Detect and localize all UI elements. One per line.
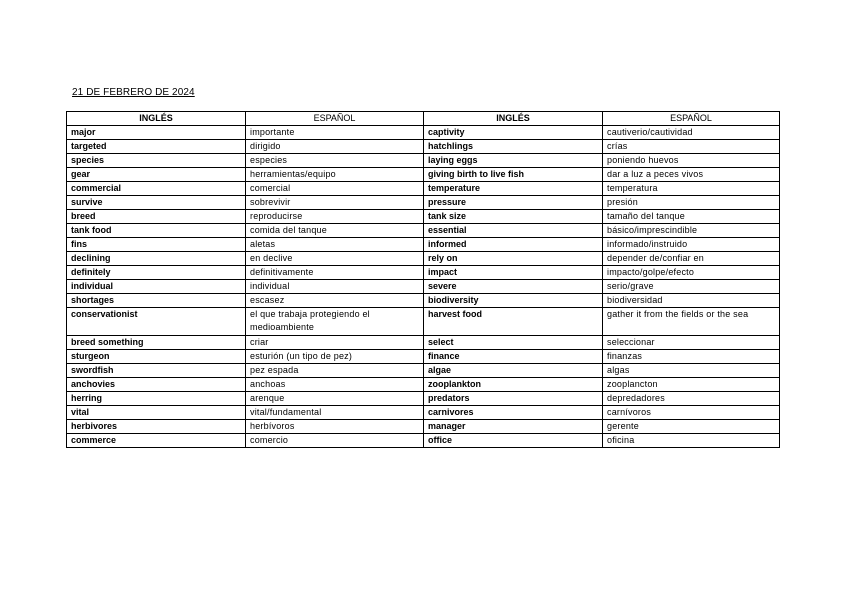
- spanish-term-2: gerente: [603, 420, 780, 434]
- spanish-term-1: en declive: [246, 252, 424, 266]
- english-term-1: shortages: [67, 294, 246, 308]
- table-row: [67, 378, 780, 392]
- spanish-term-1: escasez: [246, 294, 424, 308]
- english-term-1: commerce: [67, 434, 246, 448]
- spanish-term-1: dirigido: [246, 140, 424, 154]
- english-term-2: giving birth to live fish: [424, 168, 603, 182]
- english-term-2: harvest food: [424, 308, 603, 336]
- spanish-term-2: depender de/confiar en: [603, 252, 780, 266]
- table-row: [67, 154, 780, 168]
- spanish-term-1: reproducirse: [246, 210, 424, 224]
- header-spanish-1: ESPAÑOL: [246, 112, 424, 126]
- spanish-term-2: crías: [603, 140, 780, 154]
- table-row: [67, 280, 780, 294]
- english-term-2: pressure: [424, 196, 603, 210]
- spanish-term-1: criar: [246, 336, 424, 350]
- table-row: [67, 182, 780, 196]
- vocabulary-table-body: [67, 126, 780, 448]
- spanish-term-2: carnívoros: [603, 406, 780, 420]
- english-term-1: tank food: [67, 224, 246, 238]
- english-term-1: swordfish: [67, 364, 246, 378]
- english-term-2: essential: [424, 224, 603, 238]
- table-row: [67, 364, 780, 378]
- table-row: [67, 224, 780, 238]
- table-row: [67, 392, 780, 406]
- english-term-1: sturgeon: [67, 350, 246, 364]
- english-term-2: select: [424, 336, 603, 350]
- table-row: [67, 266, 780, 280]
- table-row: [67, 126, 780, 140]
- english-term-1: herring: [67, 392, 246, 406]
- spanish-term-1: herramientas/equipo: [246, 168, 424, 182]
- english-term-2: zooplankton: [424, 378, 603, 392]
- table-row: [67, 168, 780, 182]
- english-term-2: hatchlings: [424, 140, 603, 154]
- english-term-2: rely on: [424, 252, 603, 266]
- spanish-term-2: oficina: [603, 434, 780, 448]
- spanish-term-1: arenque: [246, 392, 424, 406]
- table-row: [67, 238, 780, 252]
- spanish-term-1: herbívoros: [246, 420, 424, 434]
- english-term-2: manager: [424, 420, 603, 434]
- spanish-term-1: individual: [246, 280, 424, 294]
- spanish-term-2: finanzas: [603, 350, 780, 364]
- spanish-term-1: comercio: [246, 434, 424, 448]
- english-term-2: biodiversity: [424, 294, 603, 308]
- table-row: [67, 294, 780, 308]
- english-term-1: fins: [67, 238, 246, 252]
- spanish-term-2: algas: [603, 364, 780, 378]
- vocabulary-table: [66, 111, 780, 448]
- spanish-term-2: dar a luz a peces vivos: [603, 168, 780, 182]
- english-term-1: individual: [67, 280, 246, 294]
- spanish-term-2: biodiversidad: [603, 294, 780, 308]
- spanish-term-1: aletas: [246, 238, 424, 252]
- english-term-2: predators: [424, 392, 603, 406]
- spanish-term-2: zooplancton: [603, 378, 780, 392]
- spanish-term-2: informado/instruido: [603, 238, 780, 252]
- table-row: [67, 210, 780, 224]
- spanish-term-1: importante: [246, 126, 424, 140]
- spanish-term-2: tamaño del tanque: [603, 210, 780, 224]
- english-term-2: algae: [424, 364, 603, 378]
- spanish-term-1: pez espada: [246, 364, 424, 378]
- english-term-1: anchovies: [67, 378, 246, 392]
- spanish-term-1: anchoas: [246, 378, 424, 392]
- spanish-term-2: presión: [603, 196, 780, 210]
- spanish-term-2: poniendo huevos: [603, 154, 780, 168]
- header-row: [67, 112, 780, 126]
- table-row: [67, 308, 780, 336]
- english-term-1: commercial: [67, 182, 246, 196]
- spanish-term-2: impacto/golpe/efecto: [603, 266, 780, 280]
- spanish-term-1: vital/fundamental: [246, 406, 424, 420]
- table-row: [67, 140, 780, 154]
- english-term-2: finance: [424, 350, 603, 364]
- table-row: [67, 196, 780, 210]
- header-spanish-2: ESPAÑOL: [603, 112, 780, 126]
- english-term-1: vital: [67, 406, 246, 420]
- document-date: 21 DE FEBRERO DE 2024: [72, 87, 195, 98]
- english-term-1: herbivores: [67, 420, 246, 434]
- english-term-2: informed: [424, 238, 603, 252]
- spanish-term-2: gather it from the fields or the sea: [603, 308, 780, 336]
- english-term-2: captivity: [424, 126, 603, 140]
- spanish-term-2: serio/grave: [603, 280, 780, 294]
- header-english-2: INGLÉS: [424, 112, 603, 126]
- english-term-2: carnivores: [424, 406, 603, 420]
- english-term-2: impact: [424, 266, 603, 280]
- english-term-2: office: [424, 434, 603, 448]
- header-english-1: INGLÉS: [67, 112, 246, 126]
- english-term-1: definitely: [67, 266, 246, 280]
- english-term-1: major: [67, 126, 246, 140]
- spanish-term-1: especies: [246, 154, 424, 168]
- english-term-2: tank size: [424, 210, 603, 224]
- spanish-term-1: comida del tanque: [246, 224, 424, 238]
- table-row: [67, 434, 780, 448]
- english-term-1: species: [67, 154, 246, 168]
- spanish-term-2: cautiverio/cautividad: [603, 126, 780, 140]
- table-row: [67, 252, 780, 266]
- table-row: [67, 336, 780, 350]
- english-term-1: conservationist: [67, 308, 246, 336]
- spanish-term-2: seleccionar: [603, 336, 780, 350]
- spanish-term-1: esturión (un tipo de pez): [246, 350, 424, 364]
- spanish-term-2: temperatura: [603, 182, 780, 196]
- spanish-term-1: sobrevivir: [246, 196, 424, 210]
- english-term-1: declining: [67, 252, 246, 266]
- table-row: [67, 420, 780, 434]
- english-term-1: targeted: [67, 140, 246, 154]
- table-row: [67, 350, 780, 364]
- english-term-2: severe: [424, 280, 603, 294]
- english-term-2: laying eggs: [424, 154, 603, 168]
- english-term-2: temperature: [424, 182, 603, 196]
- spanish-term-1: comercial: [246, 182, 424, 196]
- english-term-1: survive: [67, 196, 246, 210]
- english-term-1: breed: [67, 210, 246, 224]
- spanish-term-2: depredadores: [603, 392, 780, 406]
- table-row: [67, 406, 780, 420]
- spanish-term-1: definitivamente: [246, 266, 424, 280]
- english-term-1: breed something: [67, 336, 246, 350]
- english-term-1: gear: [67, 168, 246, 182]
- spanish-term-2: básico/imprescindible: [603, 224, 780, 238]
- spanish-term-1: el que trabaja protegiendo el medioambiente: [246, 308, 424, 336]
